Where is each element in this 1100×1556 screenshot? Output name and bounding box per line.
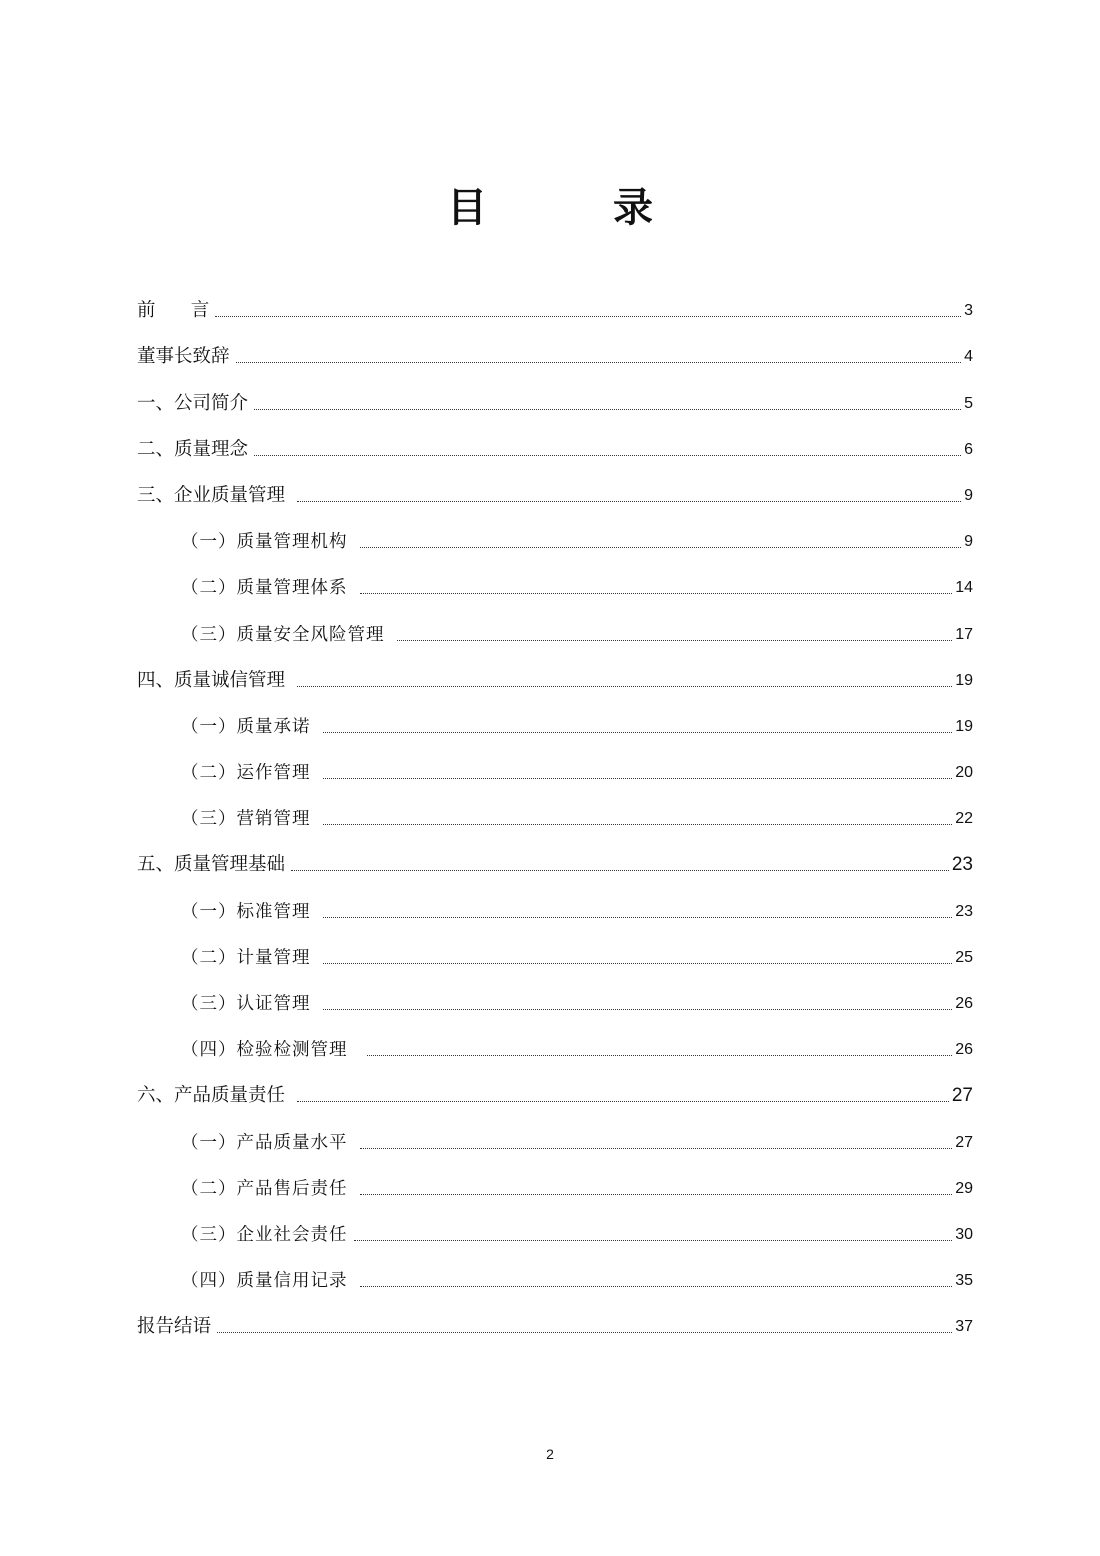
toc-entry-label: 二、质量理念 — [137, 438, 249, 460]
toc-dot-leader — [323, 1008, 952, 1010]
toc-entry[interactable] — [137, 1115, 973, 1161]
toc-entry[interactable] — [137, 654, 973, 700]
toc-entry-label: （四）质量信用记录 — [181, 1271, 355, 1292]
toc-dot-leader — [323, 962, 952, 964]
toc-entry-page-number: 19 — [955, 717, 973, 735]
toc-dot-leader — [297, 685, 952, 687]
toc-dot-leader — [217, 1331, 952, 1333]
toc-dot-leader — [236, 361, 962, 363]
toc-entry-page-number: 3 — [964, 302, 973, 320]
toc-entry-label: 四、质量诚信管理 — [137, 669, 291, 691]
toc-entry-page-number: 30 — [955, 1225, 973, 1243]
toc-dot-leader — [397, 639, 952, 641]
toc-entry[interactable] — [137, 1254, 973, 1300]
toc-entry-label: （一）标准管理 — [181, 901, 318, 922]
toc-dot-leader — [360, 592, 952, 594]
toc-dot-leader — [354, 1239, 953, 1241]
toc-dot-leader — [323, 777, 952, 779]
toc-dot-leader — [360, 1285, 952, 1287]
toc-entry[interactable] — [137, 423, 973, 469]
toc-entry[interactable] — [137, 1300, 973, 1346]
toc-entry-page-number: 23 — [951, 854, 973, 876]
toc-entry-label: （三）企业社会责任 — [181, 1224, 348, 1245]
page-title: 目 录 — [447, 184, 709, 231]
toc-entry[interactable] — [137, 838, 973, 884]
toc-entry-label: （四）检验检测管理 — [181, 1040, 361, 1061]
toc-entry[interactable] — [137, 607, 973, 653]
toc-dot-leader — [254, 408, 961, 410]
toc-entry-page-number: 6 — [964, 440, 973, 458]
toc-entry[interactable] — [137, 1208, 973, 1254]
toc-dot-leader — [291, 869, 949, 871]
toc-entry-page-number: 25 — [955, 948, 973, 966]
toc-entry[interactable] — [137, 376, 973, 422]
toc-entry-label: （二）运作管理 — [181, 763, 318, 784]
toc-entry-page-number: 17 — [955, 625, 973, 643]
toc-dot-leader — [254, 454, 961, 456]
toc-entry[interactable] — [137, 1069, 973, 1115]
toc-entry[interactable] — [137, 792, 973, 838]
toc-entry[interactable] — [137, 469, 973, 515]
toc-entry-label: 六、产品质量责任 — [137, 1085, 291, 1107]
toc-dot-leader — [360, 546, 961, 548]
toc-entry-page-number: 27 — [951, 1085, 973, 1107]
toc-entry-page-number: 22 — [955, 810, 973, 828]
toc-entry-page-number: 27 — [955, 1133, 973, 1151]
toc-entry-label: （一）质量承诺 — [181, 716, 318, 737]
toc-entry-label: （二）产品售后责任 — [181, 1178, 355, 1199]
toc-dot-leader — [215, 315, 961, 317]
toc-entry[interactable] — [137, 700, 973, 746]
toc-dot-leader — [297, 1100, 949, 1102]
toc-entry-label: （一）产品质量水平 — [181, 1132, 355, 1153]
toc-entry[interactable] — [137, 330, 973, 376]
toc-entry-label: 一、公司简介 — [137, 392, 249, 414]
toc-entry[interactable] — [137, 884, 973, 930]
toc-entry-page-number: 9 — [964, 533, 973, 551]
toc-entry-page-number: 9 — [964, 486, 973, 504]
toc-dot-leader — [297, 500, 961, 502]
toc-entry[interactable] — [137, 931, 973, 977]
toc-entry-page-number: 26 — [955, 995, 973, 1012]
toc-dot-leader — [323, 916, 952, 918]
toc-entry[interactable] — [137, 1023, 973, 1069]
toc-entry-page-number: 20 — [955, 764, 973, 782]
toc-entry-label: （三）营销管理 — [181, 809, 318, 830]
table-of-contents — [137, 284, 973, 1346]
toc-dot-leader — [360, 1147, 952, 1149]
toc-entry-page-number: 35 — [955, 1272, 973, 1290]
toc-entry-page-number: 4 — [964, 348, 973, 366]
toc-entry[interactable] — [137, 561, 973, 607]
toc-entry-label: 三、企业质量管理 — [137, 484, 291, 506]
toc-entry[interactable] — [137, 515, 973, 561]
toc-dot-leader — [367, 1054, 953, 1056]
footer-page-number: 2 — [546, 1446, 554, 1462]
toc-entry-label: （二）质量管理体系 — [181, 578, 355, 599]
toc-entry-label: 前 言 — [137, 300, 210, 322]
toc-entry[interactable] — [137, 746, 973, 792]
toc-dot-leader — [323, 731, 952, 733]
toc-entry[interactable] — [137, 1162, 973, 1208]
toc-entry-page-number: 29 — [955, 1179, 973, 1197]
toc-entry-label: 五、质量管理基础 — [137, 854, 286, 876]
toc-entry-page-number: 23 — [955, 902, 973, 920]
toc-entry[interactable] — [137, 284, 973, 330]
toc-entry-label: 董事长致辞 — [137, 346, 230, 368]
toc-entry-page-number: 5 — [964, 394, 973, 412]
toc-dot-leader — [323, 823, 952, 825]
toc-entry-page-number: 19 — [955, 671, 973, 689]
toc-entry-label: 报告结语 — [137, 1316, 212, 1338]
toc-entry-label: （一）质量管理机构 — [181, 532, 355, 553]
toc-entry-label: （三）质量安全风险管理 — [181, 624, 392, 645]
toc-entry-page-number: 14 — [955, 579, 973, 597]
toc-entry[interactable] — [137, 977, 973, 1023]
toc-entry-label: （三）认证管理 — [181, 994, 318, 1014]
toc-entry-page-number: 26 — [955, 1041, 973, 1059]
toc-entry-page-number: 37 — [955, 1318, 973, 1336]
toc-dot-leader — [360, 1193, 952, 1195]
toc-entry-label: （二）计量管理 — [181, 947, 318, 968]
